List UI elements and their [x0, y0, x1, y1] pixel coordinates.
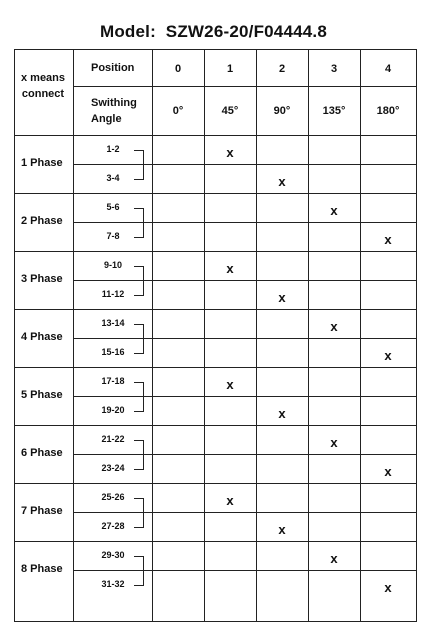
connector-tick: [134, 440, 143, 441]
connection-mark: x: [226, 144, 234, 160]
position-number-0: 0: [174, 63, 182, 75]
connection-mark: x: [330, 318, 338, 334]
connector-bracket: [143, 150, 144, 180]
terminal-row-divider: [73, 338, 416, 339]
connector-tick: [134, 324, 143, 325]
connection-mark: x: [330, 550, 338, 566]
connector-bracket: [143, 208, 144, 238]
connector-tick: [134, 179, 143, 180]
switching-angle-0: 0°: [172, 105, 184, 117]
connector-tick: [134, 527, 143, 528]
connection-mark: x: [226, 376, 234, 392]
connector-bracket: [143, 498, 144, 528]
phase-label: 1 Phase: [21, 157, 63, 169]
terminal-pair-label: 9-10: [103, 259, 123, 270]
phase-group-divider: [14, 483, 416, 484]
position-number-3: 3: [330, 63, 338, 75]
terminal-pair-label: 5-6: [106, 201, 120, 212]
position-number-1: 1: [226, 63, 234, 75]
connector-tick: [134, 353, 143, 354]
terminal-row-divider: [73, 222, 416, 223]
table-border-top: [14, 49, 416, 50]
model-value: SZW26-20/F04444.8: [165, 22, 328, 41]
connector-bracket: [143, 556, 144, 586]
terminal-pair-label: 13-14: [101, 317, 125, 328]
phase-label: 6 Phase: [21, 447, 63, 459]
connection-mark: x: [278, 173, 286, 189]
connector-tick: [134, 556, 143, 557]
header-row-divider: [73, 86, 416, 87]
connector-bracket: [143, 266, 144, 296]
legend-line-1: x means: [20, 72, 66, 84]
terminal-pair-label: 15-16: [101, 346, 125, 357]
connection-mark: x: [278, 521, 286, 537]
position-number-4: 4: [384, 63, 392, 75]
phase-label: 3 Phase: [21, 273, 63, 285]
switching-angle-1: 45°: [221, 105, 239, 117]
phase-label: 8 Phase: [21, 563, 63, 575]
switching-angle-2: 90°: [273, 105, 291, 117]
connection-mark: x: [226, 260, 234, 276]
phase-group-divider: [14, 251, 416, 252]
phase-group-divider: [14, 425, 416, 426]
terminal-row-divider: [73, 454, 416, 455]
terminal-pair-label: 25-26: [101, 491, 125, 502]
phase-group-divider: [14, 193, 416, 194]
connection-mark: x: [278, 405, 286, 421]
connector-bracket: [143, 382, 144, 412]
terminal-pair-label: 3-4: [106, 172, 120, 183]
header-bottom-line: [14, 135, 416, 136]
position-number-2: 2: [278, 63, 286, 75]
connector-bracket: [143, 440, 144, 470]
connector-tick: [134, 266, 143, 267]
connector-tick: [134, 150, 143, 151]
connector-tick: [134, 411, 143, 412]
terminal-pair-label: 21-22: [101, 433, 125, 444]
angle-label-line-1: Swithing: [91, 97, 137, 109]
connector-bracket: [143, 324, 144, 354]
connector-tick: [134, 295, 143, 296]
phase-group-divider: [14, 541, 416, 542]
connector-tick: [134, 208, 143, 209]
connection-mark: x: [330, 434, 338, 450]
terminal-pair-label: 29-30: [101, 549, 125, 560]
position-label: Position: [91, 62, 135, 74]
terminal-pair-label: 27-28: [101, 520, 125, 531]
connection-mark: x: [226, 492, 234, 508]
connector-tick: [134, 498, 143, 499]
table-border-bottom: [14, 621, 417, 622]
connector-tick: [134, 585, 143, 586]
terminal-row-divider: [73, 280, 416, 281]
legend-line-2: connect: [21, 88, 65, 100]
connection-mark: x: [384, 347, 392, 363]
switching-angle-4: 180°: [376, 105, 400, 117]
phase-label: 5 Phase: [21, 389, 63, 401]
connection-mark: x: [384, 463, 392, 479]
terminal-pair-label: 19-20: [101, 404, 125, 415]
connector-tick: [134, 469, 143, 470]
angle-label-line-2: Angle: [91, 113, 122, 125]
terminal-pair-label: 7-8: [106, 230, 120, 241]
model-label: Model:: [99, 22, 156, 41]
terminal-row-divider: [73, 512, 416, 513]
phase-label: 4 Phase: [21, 331, 63, 343]
terminal-pair-label: 11-12: [101, 288, 125, 299]
connector-tick: [134, 382, 143, 383]
connection-mark: x: [384, 579, 392, 595]
terminal-pair-label: 1-2: [106, 143, 120, 154]
connection-mark: x: [278, 289, 286, 305]
phase-label: 2 Phase: [21, 215, 63, 227]
terminal-pair-label: 31-32: [101, 578, 125, 589]
terminal-pair-label: 23-24: [101, 462, 125, 473]
terminal-row-divider: [73, 570, 416, 571]
connector-tick: [134, 237, 143, 238]
phase-label: 7 Phase: [21, 505, 63, 517]
switching-angle-3: 135°: [322, 105, 346, 117]
connection-mark: x: [330, 202, 338, 218]
phase-group-divider: [14, 309, 416, 310]
terminal-row-divider: [73, 396, 416, 397]
phase-group-divider: [14, 367, 416, 368]
terminal-row-divider: [73, 164, 416, 165]
connection-mark: x: [384, 231, 392, 247]
switching-table: [14, 49, 416, 621]
table-border-right: [416, 49, 417, 621]
terminal-pair-label: 17-18: [101, 375, 125, 386]
model-title: [0, 22, 427, 42]
